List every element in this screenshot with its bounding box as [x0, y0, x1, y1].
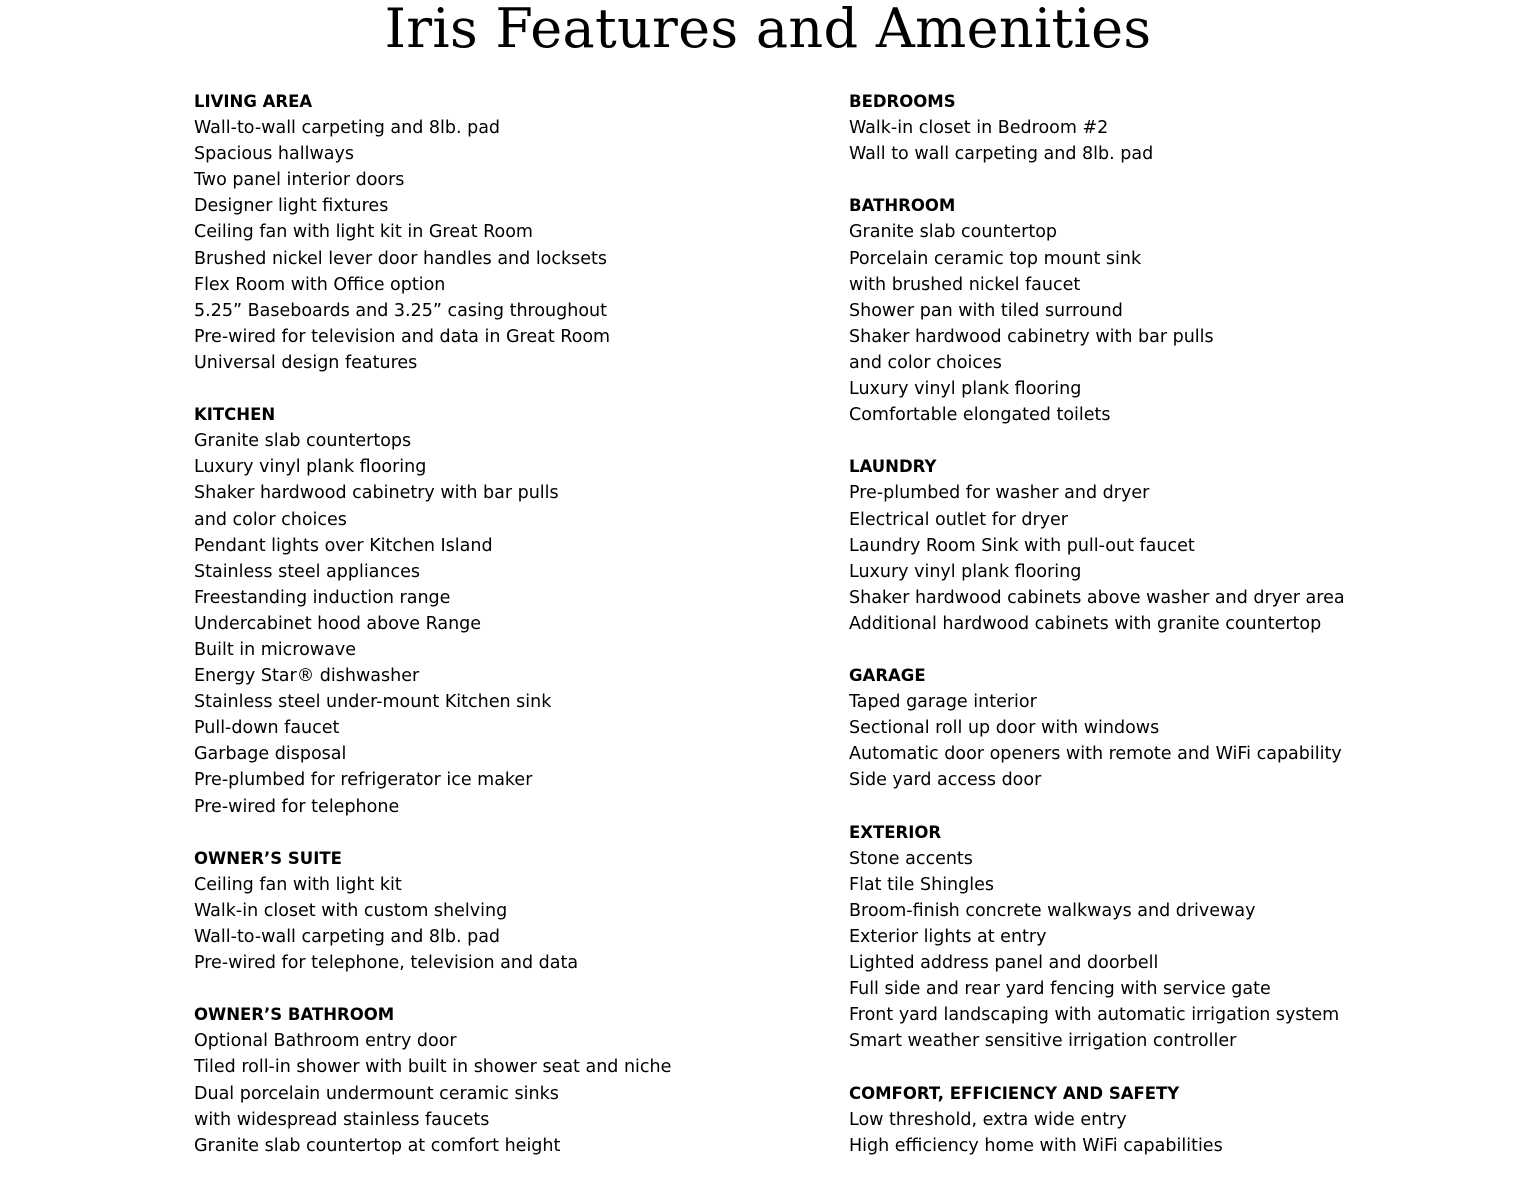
list-item: and color choices	[194, 509, 347, 530]
list-item: Low threshold, extra wide entry	[849, 1109, 1127, 1130]
list-item: Walk-in closet in Bedroom #2	[849, 118, 1109, 139]
section-owners-suite	[194, 846, 834, 976]
section-bathroom	[849, 193, 1529, 428]
list-item: Luxury vinyl plank flooring	[849, 561, 1082, 582]
section-comfort-efficiency-safety	[849, 1081, 1529, 1159]
list-item: Optional Bathroom entry door	[194, 1031, 457, 1052]
list-item: Full side and rear yard fencing with service gate	[849, 979, 1271, 1000]
list-item: Built in microwave	[194, 639, 356, 660]
section-heading: KITCHEN	[194, 405, 276, 425]
list-item: Wall-to-wall carpeting and 8lb. pad	[194, 927, 501, 947]
list-item: 5.25” Baseboards and 3.25” casing throughout	[194, 300, 608, 321]
list-item: Tiled roll-in shower with built in shower seat and niche	[194, 1057, 672, 1078]
section-heading: GARAGE	[849, 666, 926, 686]
list-item: Additional hardwood cabinets with granite countertop	[849, 613, 1322, 634]
list-item: Side yard access door	[849, 770, 1042, 791]
list-item: with widespread stainless faucets	[194, 1109, 490, 1130]
list-item: Pre-wired for telephone	[194, 796, 400, 817]
list-item: Stone accents	[849, 848, 973, 869]
list-item: Granite slab countertop at comfort height	[194, 1135, 561, 1156]
section-heading: OWNER’S SUITE	[194, 848, 342, 868]
list-item: Pull-down faucet	[194, 718, 340, 739]
list-item: Shaker hardwood cabinetry with bar pulls	[849, 326, 1214, 347]
list-item: Lighted address panel and doorbell	[849, 953, 1159, 974]
list-item: Pre-wired for television and data in Great Room	[194, 326, 611, 347]
list-item: Taped garage interior	[849, 692, 1037, 713]
list-item: Wall-to-wall carpeting and 8lb. pad	[194, 118, 501, 139]
section-heading: COMFORT, EFFICIENCY AND SAFETY	[849, 1083, 1180, 1103]
list-item: Pre-plumbed for washer and dryer	[849, 483, 1150, 504]
list-item: Stainless steel appliances	[194, 561, 420, 582]
list-item: with brushed nickel faucet	[849, 274, 1081, 295]
list-item: Granite slab countertops	[194, 431, 412, 452]
section-heading: BEDROOMS	[849, 92, 956, 111]
list-item: Spacious hallways	[194, 144, 354, 165]
section-garage	[849, 663, 1529, 793]
section-heading: BATHROOM	[849, 196, 956, 216]
list-item: Walk-in closet with custom shelving	[194, 900, 508, 921]
section-kitchen	[194, 402, 834, 820]
section-heading: LAUNDRY	[849, 457, 937, 477]
right-column	[849, 89, 1529, 1185]
section-owners-bathroom	[194, 1002, 834, 1159]
list-item: Luxury vinyl plank flooring	[849, 379, 1082, 400]
list-item: Pre-wired for telephone, television and data	[194, 953, 579, 974]
list-item: Porcelain ceramic top mount sink	[849, 248, 1142, 269]
list-item: Automatic door openers with remote and WiFi capability	[849, 744, 1342, 765]
page-title: Iris Features and Amenities	[384, 0, 1152, 60]
list-item: Pre-plumbed for refrigerator ice maker	[194, 770, 533, 791]
section-heading: LIVING AREA	[194, 92, 313, 111]
list-item: Electrical outlet for dryer	[849, 509, 1068, 530]
list-item: Ceiling fan with light kit in Great Room	[194, 222, 533, 243]
section-bedrooms	[849, 89, 1529, 167]
list-item: Smart weather sensitive irrigation controller	[849, 1031, 1237, 1052]
list-item: Luxury vinyl plank flooring	[194, 457, 427, 478]
list-item: Sectional roll up door with windows	[849, 718, 1160, 739]
section-exterior	[849, 820, 1529, 1055]
list-item: Wall to wall carpeting and 8lb. pad	[849, 144, 1154, 165]
list-item: Shower pan with tiled surround	[849, 300, 1123, 321]
list-item: and color choices	[849, 352, 1002, 373]
list-item: Energy Star® dishwasher	[194, 666, 420, 687]
list-item: Shaker hardwood cabinets above washer and dryer area	[849, 587, 1345, 608]
list-item: Front yard landscaping with automatic irrigation system	[849, 1005, 1340, 1026]
list-item: Broom-finish concrete walkways and driveway	[849, 900, 1256, 921]
list-item: Pendant lights over Kitchen Island	[194, 535, 493, 556]
left-column	[194, 89, 834, 1185]
list-item: Comfortable elongated toilets	[849, 405, 1111, 426]
list-item: Shaker hardwood cabinetry with bar pulls	[194, 483, 559, 504]
list-item: Granite slab countertop	[849, 222, 1058, 243]
list-item: Brushed nickel lever door handles and locksets	[194, 248, 608, 269]
section-living-area	[194, 89, 834, 376]
list-item: Designer light fixtures	[194, 196, 389, 217]
list-item: Universal design features	[194, 352, 418, 373]
section-laundry	[849, 454, 1529, 637]
list-item: Flex Room with Office option	[194, 274, 446, 295]
list-item: Stainless steel under-mount Kitchen sink	[194, 692, 552, 713]
section-heading: EXTERIOR	[849, 822, 942, 842]
list-item: Undercabinet hood above Range	[194, 613, 482, 634]
list-item: Exterior lights at entry	[849, 927, 1047, 947]
list-item: Laundry Room Sink with pull-out faucet	[849, 535, 1195, 556]
list-item: Ceiling fan with light kit	[194, 874, 402, 895]
list-item: Flat tile Shingles	[849, 874, 994, 895]
list-item: Garbage disposal	[194, 744, 347, 765]
list-item: Dual porcelain undermount ceramic sinks	[194, 1083, 559, 1104]
list-item: High efficiency home with WiFi capabilities	[849, 1135, 1223, 1156]
list-item: Freestanding induction range	[194, 587, 451, 608]
section-heading: OWNER’S BATHROOM	[194, 1005, 395, 1025]
list-item: Two panel interior doors	[194, 170, 405, 191]
